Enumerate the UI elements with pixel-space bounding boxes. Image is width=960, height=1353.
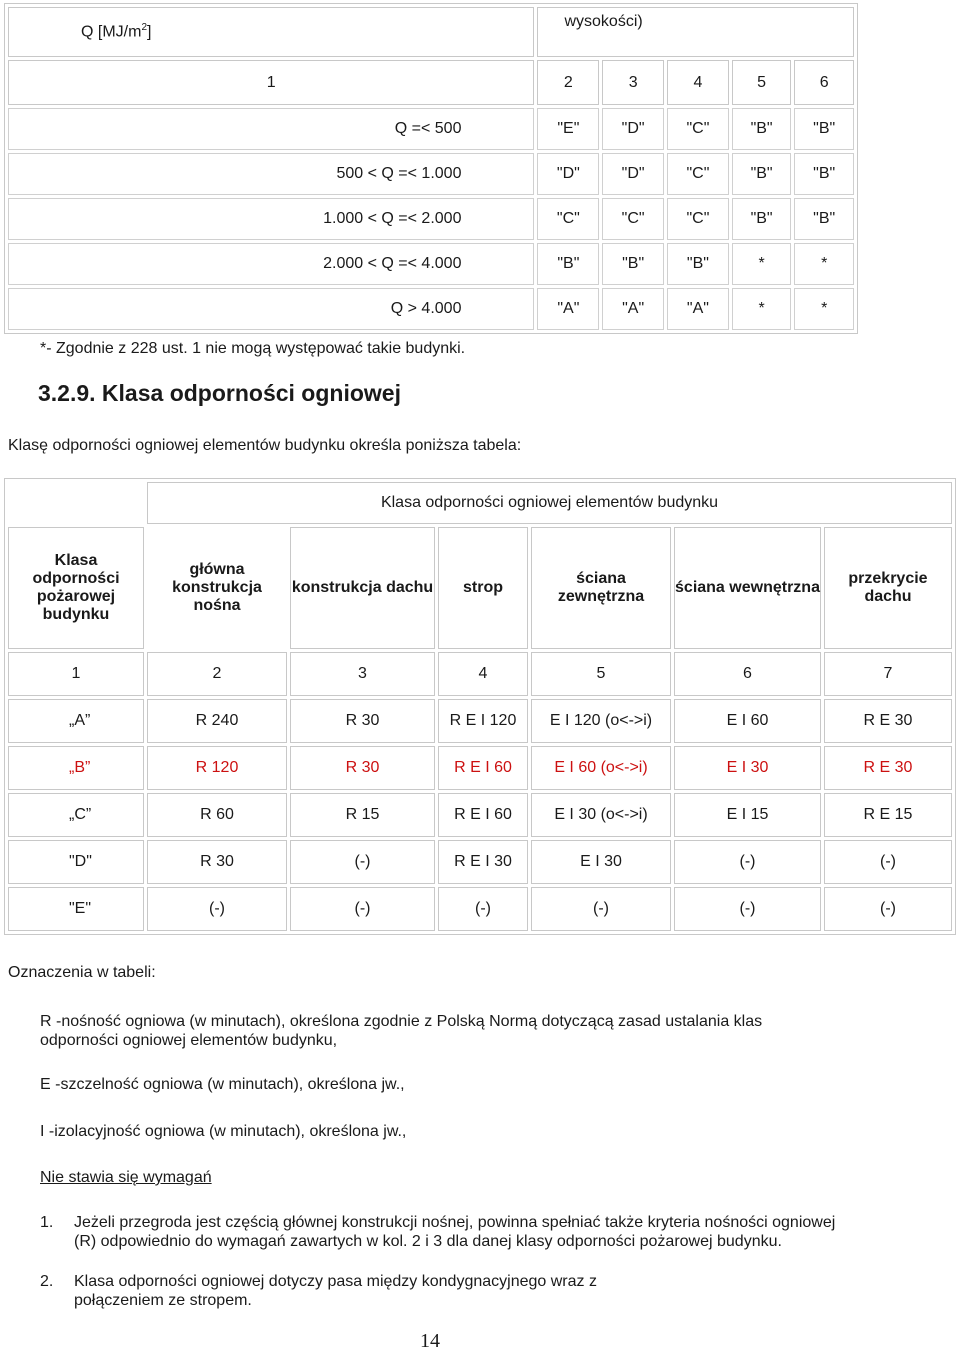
class-cell: "D": [602, 153, 664, 195]
table-cell: (-): [674, 887, 821, 931]
class-cell: "B": [732, 108, 792, 150]
height-header-cell: wysokości): [537, 7, 854, 57]
table-cell: R 15: [290, 793, 435, 837]
intro-text: Klasę odporności ogniowej elementów budynku określa poniższa tabela:: [8, 437, 522, 454]
class-cell: "B": [732, 198, 792, 240]
column-header: konstrukcja dachu: [290, 527, 435, 649]
table-row: [8, 699, 952, 743]
table-cell: (-): [531, 887, 671, 931]
class-cell: "C": [537, 198, 599, 240]
class-cell: "C": [667, 153, 729, 195]
table-cell: (-): [438, 887, 528, 931]
table-cell: R E 30: [824, 699, 952, 743]
q-range: 500 < Q =< 1.000: [8, 153, 534, 195]
page-number: 14: [420, 1330, 440, 1352]
table-cell: R E I 120: [438, 699, 528, 743]
class-cell: "A": [537, 288, 599, 330]
table-cell: (-): [824, 840, 952, 884]
list-number: 1.: [40, 1214, 54, 1231]
table-cell: R E I 60: [438, 746, 528, 790]
table-row: [8, 108, 854, 150]
list-text: Jeżeli przegroda jest częścią głównej konstrukcji nośnej, powinna spełniać także kryteria nośności ogniowej (R) odpowiednio do wymagań zawartych w kol. 2 i 3 dla danej klasy odporności pożarowej budynku.: [74, 1214, 836, 1250]
class-cell: *: [794, 243, 854, 285]
class-cell: "A": [667, 288, 729, 330]
col-number: 6: [674, 652, 821, 696]
legend-e: E -szczelność ogniowa (w minutach), określona jw.,: [40, 1076, 405, 1093]
list-text: Klasa odporności ogniowej dotyczy pasa między kondygnacyjnego wraz z połączeniem ze stropem.: [74, 1273, 597, 1309]
table-row: [8, 793, 952, 837]
table-row: [8, 840, 952, 884]
table-cell: (-): [290, 840, 435, 884]
table-cell: R 240: [147, 699, 287, 743]
q-header-end: ]: [147, 23, 152, 41]
fire-resistance-table: [4, 478, 956, 935]
footnote: *- Zgodnie z 228 ust. 1 nie mogą występować takie budynki.: [40, 340, 466, 357]
legend-r: R -nośność ogniowa (w minutach), określona zgodnie z Polską Normą dotyczącą zasad ustalania klas odporności ogniowej elementów budynku,: [40, 1013, 763, 1049]
class-cell: "B": [537, 243, 599, 285]
column-header: ściana zewnętrzna: [531, 527, 671, 649]
col-number: 4: [667, 60, 729, 105]
q-range: Q =< 500: [8, 108, 534, 150]
table-cell: E I 15: [674, 793, 821, 837]
table-cell: (-): [674, 840, 821, 884]
table-cell: R 30: [290, 699, 435, 743]
class-label: "E": [8, 887, 144, 931]
class-label: „A”: [8, 699, 144, 743]
class-label: "D": [8, 840, 144, 884]
table-cell: R E I 60: [438, 793, 528, 837]
table-cell: (-): [290, 887, 435, 931]
table-cell: E I 30: [674, 746, 821, 790]
q-range: Q > 4.000: [8, 288, 534, 330]
col-number: 7: [824, 652, 952, 696]
col-number: 5: [732, 60, 792, 105]
table-row: [8, 887, 952, 931]
table-cell: E I 30: [531, 840, 671, 884]
table-row-highlighted: [8, 746, 952, 790]
table-cell: E I 30 (o<->i): [531, 793, 671, 837]
table-cell: R E 30: [824, 746, 952, 790]
table-cell: R E 15: [824, 793, 952, 837]
column-header: przekrycie dachu: [824, 527, 952, 649]
column-header: strop: [438, 527, 528, 649]
table-row: [8, 153, 854, 195]
class-cell: "B": [667, 243, 729, 285]
class-cell: *: [732, 288, 792, 330]
class-cell: "B": [794, 108, 854, 150]
table-cell: R 30: [290, 746, 435, 790]
fire-load-table: [4, 3, 858, 334]
q-header-text: Q [MJ/m: [81, 23, 142, 41]
class-label: „B”: [8, 746, 144, 790]
class-cell: "A": [602, 288, 664, 330]
list-number: 2.: [40, 1273, 54, 1290]
col-number: 3: [290, 652, 435, 696]
class-cell: *: [732, 243, 792, 285]
class-label: „C”: [8, 793, 144, 837]
col-number: 2: [537, 60, 599, 105]
legend-i: I -izolacyjność ogniowa (w minutach), określona jw.,: [40, 1123, 407, 1140]
empty-corner: [8, 482, 144, 524]
class-cell: "C": [602, 198, 664, 240]
q-range: 2.000 < Q =< 4.000: [8, 243, 534, 285]
table-cell: (-): [147, 887, 287, 931]
table-row: [8, 288, 854, 330]
column-header: główna konstrukcja nośna: [172, 561, 262, 614]
table-cell: E I 120 (o<->i): [531, 699, 671, 743]
class-cell: "D": [537, 153, 599, 195]
q-header-cell: [8, 7, 534, 57]
group-header: Klasa odporności ogniowej elementów budynku: [147, 482, 952, 524]
col-number: 1: [8, 652, 144, 696]
table-row: [8, 198, 854, 240]
table-cell: R 60: [147, 793, 287, 837]
table-cell: R 120: [147, 746, 287, 790]
col-number: 2: [147, 652, 287, 696]
column-header: ściana wewnętrzna: [674, 527, 821, 649]
class-cell: "B": [794, 198, 854, 240]
col-number: 1: [8, 60, 534, 105]
class-cell: "D": [602, 108, 664, 150]
column-header: Klasa odporności pożarowej budynku: [8, 527, 144, 649]
legend-no-requirements: Nie stawia się wymagań: [40, 1169, 212, 1186]
table-cell: E I 60 (o<->i): [531, 746, 671, 790]
class-cell: "E": [537, 108, 599, 150]
class-cell: "C": [667, 108, 729, 150]
col-number: 6: [794, 60, 854, 105]
table-cell: R 30: [147, 840, 287, 884]
table-row: [8, 243, 854, 285]
table-cell: E I 60: [674, 699, 821, 743]
class-cell: "B": [732, 153, 792, 195]
col-number: 4: [438, 652, 528, 696]
legend-title: Oznaczenia w tabeli:: [8, 964, 156, 981]
table-cell: R E I 30: [438, 840, 528, 884]
section-heading: 3.2.9. Klasa odporności ogniowej: [38, 380, 401, 406]
q-header-sup: 2: [141, 22, 147, 34]
col-number: 5: [531, 652, 671, 696]
class-cell: "B": [602, 243, 664, 285]
class-cell: "B": [794, 153, 854, 195]
col-number: 3: [602, 60, 664, 105]
class-cell: *: [794, 288, 854, 330]
q-range: 1.000 < Q =< 2.000: [8, 198, 534, 240]
class-cell: "C": [667, 198, 729, 240]
table-cell: (-): [824, 887, 952, 931]
